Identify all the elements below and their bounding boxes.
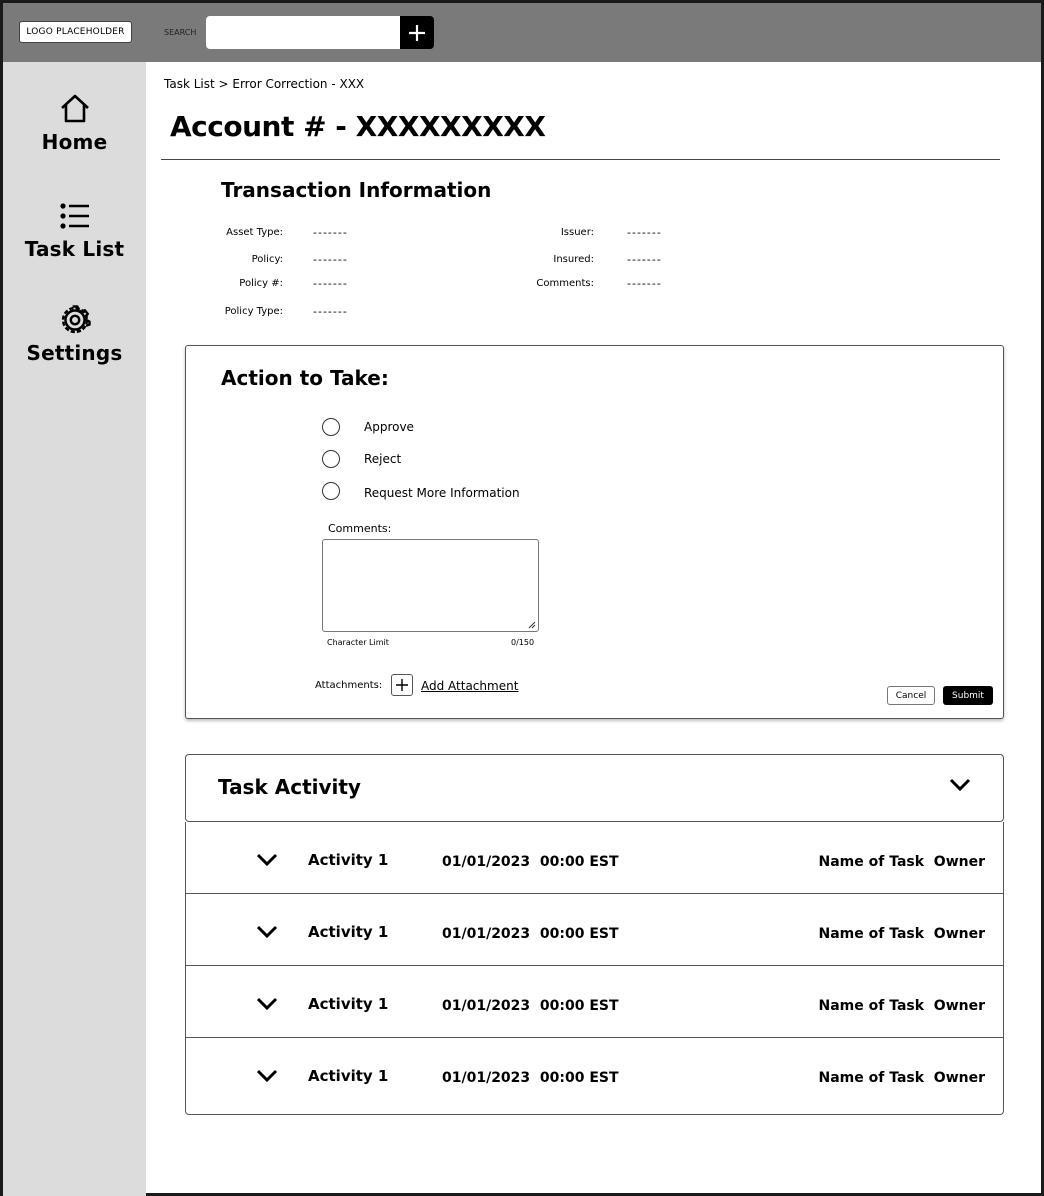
activity-owner: Name of Task Owner — [818, 1070, 985, 1086]
activity-row[interactable] — [186, 966, 1003, 1038]
activity-owner: Name of Task Owner — [818, 926, 985, 942]
activity-row[interactable] — [186, 822, 1003, 894]
task-activity-header[interactable] — [185, 754, 1004, 822]
task-activity-list — [185, 822, 1004, 1115]
attachments-label: Attachments: — [315, 680, 383, 691]
sidebar-item-home[interactable] — [3, 92, 146, 154]
activity-owner: Name of Task Owner — [818, 854, 985, 870]
activity-row[interactable] — [186, 1038, 1003, 1110]
policy-type-value: ------- — [313, 305, 348, 318]
issuer-label: Issuer: — [560, 227, 594, 238]
comments-label: Comments: — [328, 522, 392, 535]
policy-number-value: ------- — [313, 277, 348, 290]
asset-type-label: Asset Type: — [226, 227, 283, 238]
activity-row[interactable] — [186, 894, 1003, 966]
activity-name: Activity 1 — [308, 923, 389, 941]
character-limit-label: Character Limit — [327, 638, 389, 647]
list-icon — [58, 199, 92, 233]
activity-datetime: 01/01/2023 00:00 EST — [442, 1070, 619, 1086]
task-activity-title: Task Activity — [218, 775, 361, 799]
radio-button[interactable] — [322, 450, 340, 468]
sidebar-item-settings[interactable] — [3, 303, 146, 365]
activity-owner: Name of Task Owner — [818, 998, 985, 1014]
add-attachment-link[interactable]: Add Attachment — [421, 679, 519, 693]
radio-label: Approve — [364, 420, 414, 434]
policy-label: Policy: — [251, 254, 283, 265]
sidebar-item-label: Home — [41, 130, 108, 154]
submit-button[interactable]: Submit — [943, 686, 993, 705]
plus-icon — [396, 679, 408, 691]
activity-datetime: 01/01/2023 00:00 EST — [442, 998, 619, 1014]
transaction-info-title: Transaction Information — [221, 178, 492, 202]
activity-name: Activity 1 — [308, 851, 389, 869]
search-input[interactable] — [206, 16, 402, 49]
plus-icon — [407, 23, 427, 43]
add-attachment-button[interactable] — [391, 674, 413, 696]
policy-value: ------- — [313, 253, 348, 266]
radio-button[interactable] — [322, 482, 340, 500]
top-bar — [3, 3, 1041, 62]
chevron-down-icon[interactable] — [256, 923, 278, 941]
comments-field-label: Comments: — [536, 278, 594, 289]
action-card — [185, 345, 1004, 719]
home-icon — [58, 92, 92, 126]
insured-value: ------- — [627, 253, 662, 266]
activity-datetime: 01/01/2023 00:00 EST — [442, 926, 619, 942]
insured-label: Insured: — [553, 254, 594, 265]
character-count: 0/150 — [511, 638, 535, 647]
chevron-down-icon[interactable] — [256, 995, 278, 1013]
breadcrumb[interactable]: Task List > Error Correction - XXX — [164, 77, 365, 91]
activity-name: Activity 1 — [308, 995, 389, 1013]
chevron-down-icon[interactable] — [949, 773, 971, 795]
policy-number-label: Policy #: — [239, 278, 283, 289]
comments-textarea[interactable] — [322, 539, 539, 632]
search-label: SEARCH — [164, 28, 197, 37]
resize-grip-icon[interactable] — [526, 619, 536, 629]
issuer-value: ------- — [627, 226, 662, 239]
radio-label: Reject — [364, 452, 402, 466]
search-button[interactable] — [400, 16, 434, 49]
chevron-down-icon[interactable] — [256, 1067, 278, 1085]
chevron-down-icon[interactable] — [256, 851, 278, 869]
radio-approve[interactable] — [322, 418, 414, 436]
gear-icon — [58, 303, 92, 337]
action-title: Action to Take: — [221, 366, 389, 390]
logo[interactable]: LOGO PLACEHOLDER — [19, 21, 132, 43]
sidebar-item-label: Task List — [24, 237, 125, 261]
sidebar-item-label: Settings — [26, 341, 123, 365]
asset-type-value: ------- — [313, 226, 348, 239]
comments-field-value: ------- — [627, 277, 662, 290]
sidebar — [3, 62, 146, 1196]
radio-reject[interactable] — [322, 450, 401, 468]
cancel-button[interactable]: Cancel — [887, 686, 935, 705]
page-title: Account # - XXXXXXXXX — [170, 110, 546, 143]
radio-request-more-info[interactable] — [322, 482, 520, 500]
divider — [161, 159, 1000, 160]
radio-button[interactable] — [322, 418, 340, 436]
sidebar-item-task-list[interactable] — [3, 199, 146, 261]
activity-name: Activity 1 — [308, 1067, 389, 1085]
activity-datetime: 01/01/2023 00:00 EST — [442, 854, 619, 870]
radio-label: Request More Information — [364, 486, 520, 500]
policy-type-label: Policy Type: — [224, 306, 283, 317]
